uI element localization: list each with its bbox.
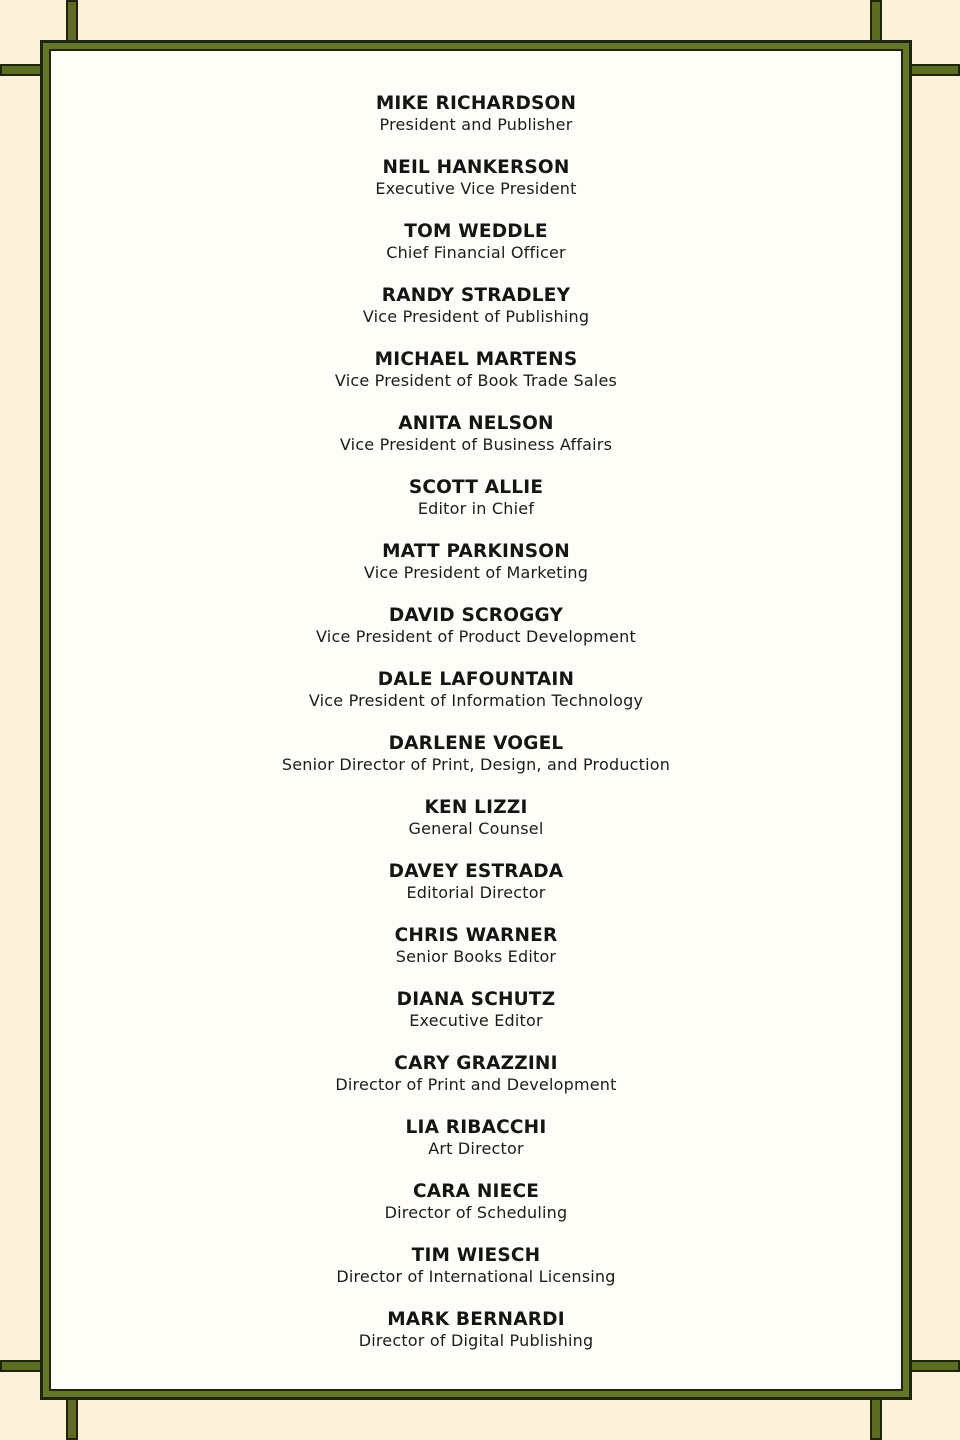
staff-entry [43,285,909,349]
staff-entry [43,477,909,541]
staff-title: Director of International Licensing [336,1267,616,1286]
staff-entry [43,157,909,221]
staff-title: President and Publisher [379,115,573,134]
staff-name: DALE LAFOUNTAIN [377,669,575,690]
staff-entry [43,669,909,733]
staff-name: CARA NIECE [412,1181,540,1202]
staff-title: Director of Print and Development [335,1075,617,1094]
staff-entry [43,1053,909,1117]
staff-name: CARY GRAZZINI [394,1053,558,1074]
staff-entry [43,93,909,157]
staff-name: CHRIS WARNER [394,925,558,946]
staff-name: MIKE RICHARDSON [375,93,577,114]
gutter-line-bottom-right [870,1394,882,1440]
staff-name: DAVEY ESTRADA [388,861,564,882]
staff-name: DARLENE VOGEL [388,733,564,754]
staff-title: Vice President of Business Affairs [339,435,613,454]
staff-name: MARK BERNARDI [387,1309,565,1330]
staff-name: ANITA NELSON [398,413,554,434]
staff-entry [43,925,909,989]
staff-name: KEN LIZZI [424,797,528,818]
staff-entry [43,605,909,669]
staff-entry [43,349,909,413]
staff-title: Vice President of Publishing [362,307,590,326]
staff-entry [43,541,909,605]
staff-name: TIM WIESCH [411,1245,541,1266]
staff-entry [43,797,909,861]
staff-name: TOM WEDDLE [404,221,548,242]
gutter-line-bottom-left [66,1394,78,1440]
staff-title: Art Director [428,1139,524,1158]
staff-title: Vice President of Product Development [316,627,636,646]
staff-entry [43,989,909,1053]
staff-title: Vice President of Book Trade Sales [334,371,618,390]
staff-list [43,93,909,1373]
staff-title: Senior Books Editor [395,947,557,966]
staff-title: Editor in Chief [417,499,535,518]
staff-name: MICHAEL MARTENS [374,349,578,370]
staff-title: Director of Digital Publishing [358,1331,594,1350]
staff-title: Editorial Director [406,883,546,902]
staff-title: General Counsel [408,819,544,838]
staff-title: Executive Editor [409,1011,543,1030]
staff-name: LIA RIBACCHI [405,1117,547,1138]
staff-entry [43,733,909,797]
staff-entry [43,1117,909,1181]
staff-name: NEIL HANKERSON [382,157,570,178]
gutter-line-right-bottom [906,1360,960,1372]
staff-name: RANDY STRADLEY [381,285,571,306]
staff-title: Vice President of Information Technology [308,691,644,710]
staff-name: DIANA SCHUTZ [396,989,556,1010]
staff-name: DAVID SCROGGY [388,605,564,626]
staff-name: MATT PARKINSON [382,541,570,562]
staff-title: Vice President of Marketing [363,563,589,582]
staff-title: Director of Scheduling [384,1203,568,1222]
staff-entry [43,861,909,925]
staff-entry [43,221,909,285]
staff-entry [43,1181,909,1245]
staff-entry [43,413,909,477]
gutter-line-right-top [906,64,960,76]
credits-panel [40,40,912,1400]
staff-entry [43,1309,909,1373]
staff-title: Executive Vice President [375,179,577,198]
staff-entry [43,1245,909,1309]
staff-title: Chief Financial Officer [386,243,566,262]
staff-name: SCOTT ALLIE [408,477,544,498]
staff-title: Senior Director of Print, Design, and Production [281,755,671,774]
